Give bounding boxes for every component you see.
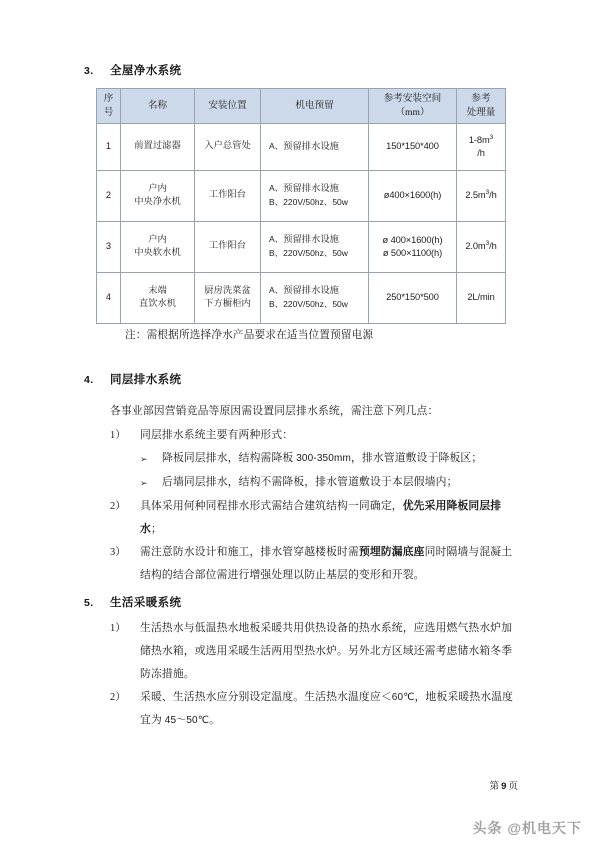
electrical-item-b: B、220V/50hz、50w (269, 299, 348, 309)
list-item (110, 541, 522, 587)
page-number: 9 (501, 781, 507, 792)
sub-list-text: 后墙同层排水，结构不需降板，排水管道敷设于本层假墙内； (162, 476, 458, 488)
list-marker: 2） (110, 692, 126, 703)
table-row (97, 273, 506, 324)
section-title: 生活采暖系统 (110, 597, 182, 609)
list-item (110, 617, 522, 686)
section-number: 3. (84, 65, 94, 77)
electrical-item-a: A、预留排水设施 (269, 284, 339, 296)
section-title: 同层排水系统 (110, 374, 182, 386)
cell-space: 250*150*500 (369, 273, 457, 324)
cell-electrical (261, 171, 369, 222)
section-number: 5. (84, 597, 94, 609)
cell-no: 4 (97, 273, 121, 324)
sub-list-item (140, 471, 522, 495)
table-row (97, 222, 506, 273)
list-text: 需注意防水设计和施工，排水管穿越楼板时需预埋防漏底座同时隔墙与混凝土结构的结合部位需进行增强处理以防止基层的变形和开裂。 (140, 546, 513, 581)
cell-space: 150*150*400 (369, 124, 457, 171)
section4-list (110, 424, 522, 587)
cell-electrical (261, 222, 369, 273)
arrow-bullet-icon: ➢ (140, 454, 148, 464)
table-note: 注：需根据所选择净水产品要求在适当位置预留电源 (125, 330, 374, 341)
table-header-location: 安装位置 (195, 89, 261, 124)
electrical-item-b: B、220V/50hz、50w (269, 197, 348, 207)
water-purification-table-wrapper (96, 88, 505, 324)
cell-location: 厨房洗菜盆 下方橱柜内 (195, 273, 261, 324)
electrical-item-a: A、预留排水设施 (269, 140, 339, 152)
cell-electrical (261, 124, 369, 171)
sub-list-text: 降板同层排水，结构需降板 300-350mm，排水管道敷设于降板区； (162, 452, 483, 464)
section-heading-3 (84, 62, 181, 78)
cell-capacity: $2.0m^3/h$ (457, 222, 506, 273)
list-marker: 1） (110, 623, 126, 634)
table-header-no: 序 号 (97, 89, 121, 124)
cell-name: 户内 中央软水机 (121, 222, 195, 273)
list-text: 具体采用何种同程排水形式需结合建筑结构一同确定，优先采用降板同层排水； (140, 500, 502, 535)
list-item (110, 686, 522, 732)
cell-capacity: 2L/min (457, 273, 506, 324)
section-title: 全屋净水系统 (110, 65, 182, 77)
electrical-item-a: A、预留排水设施 (269, 182, 339, 194)
emphasis-text: 预埋防漏底座 (358, 546, 425, 558)
cell-electrical (261, 273, 369, 324)
section-number: 4. (84, 374, 94, 386)
cell-location: 工作阳台 (195, 171, 261, 222)
cell-no: 3 (97, 222, 121, 273)
cell-name: 末端 直饮水机 (121, 273, 195, 324)
cell-capacity: $1-8m^3$ /h (457, 124, 506, 171)
list-text: 同层排水系统主要有两种形式： (140, 429, 294, 441)
list-item (110, 424, 522, 447)
table-header-space: 参考安装空间 （mm） (369, 89, 457, 124)
cell-space: ø400×1600(h) (369, 171, 457, 222)
section4-intro: 各事业部因营销竞品等原因需设置同层排水系统，需注意下列几点： (110, 405, 439, 417)
cell-space: ø 400×1600(h) ø 500×1100(h) (369, 222, 457, 273)
arrow-bullet-icon: ➢ (140, 478, 148, 488)
table-header-capacity: 参考 处理量 (457, 89, 506, 124)
list-text: 生活热水与低温热水地板采暖共用供热设备的热水系统，应选用燃气热水炉加储热水箱，或选用采暖生活两用型热水炉。另外北方区域还需考虑储水箱冬季防冻措施。 (140, 622, 513, 680)
emphasis-text: 优先采用降板同层排水 (140, 500, 502, 535)
section-heading-5 (84, 594, 181, 610)
electrical-item-a: A、预留排水设施 (269, 233, 339, 245)
list-text: 采暖、生活热水应分别设定温度。生活热水温度应＜60℃，地板采暖热水温度宜为 45～50℃。 (140, 691, 514, 726)
section-heading-4 (84, 371, 181, 387)
table-header-electrical: 机电预留 (261, 89, 369, 124)
section5-list (110, 617, 522, 732)
cell-location: 入户总管处 (195, 124, 261, 171)
table-header-name: 名称 (121, 89, 195, 124)
cell-name: 户内 中央净水机 (121, 171, 195, 222)
page-footer (0, 778, 600, 792)
list-marker: 3） (110, 547, 126, 558)
list-marker: 2） (110, 501, 126, 512)
table-row (97, 171, 506, 222)
list-marker: 1） (110, 430, 126, 441)
sub-list-item (140, 447, 522, 471)
cell-location: 工作阳台 (195, 222, 261, 273)
watermark: 头条 @机电天下 (472, 820, 582, 836)
table-row (97, 124, 506, 171)
water-purification-table (96, 88, 506, 324)
list-item (110, 495, 522, 541)
page-label-prefix: 第 (489, 781, 500, 792)
table-header-row (97, 89, 506, 124)
page-label-suffix: 页 (508, 781, 518, 792)
electrical-item-b: B、220V/50hz、50w (269, 248, 348, 258)
cell-capacity: $2.5m^3/h$ (457, 171, 506, 222)
cell-name: 前置过滤器 (121, 124, 195, 171)
cell-no: 2 (97, 171, 121, 222)
cell-no: 1 (97, 124, 121, 171)
